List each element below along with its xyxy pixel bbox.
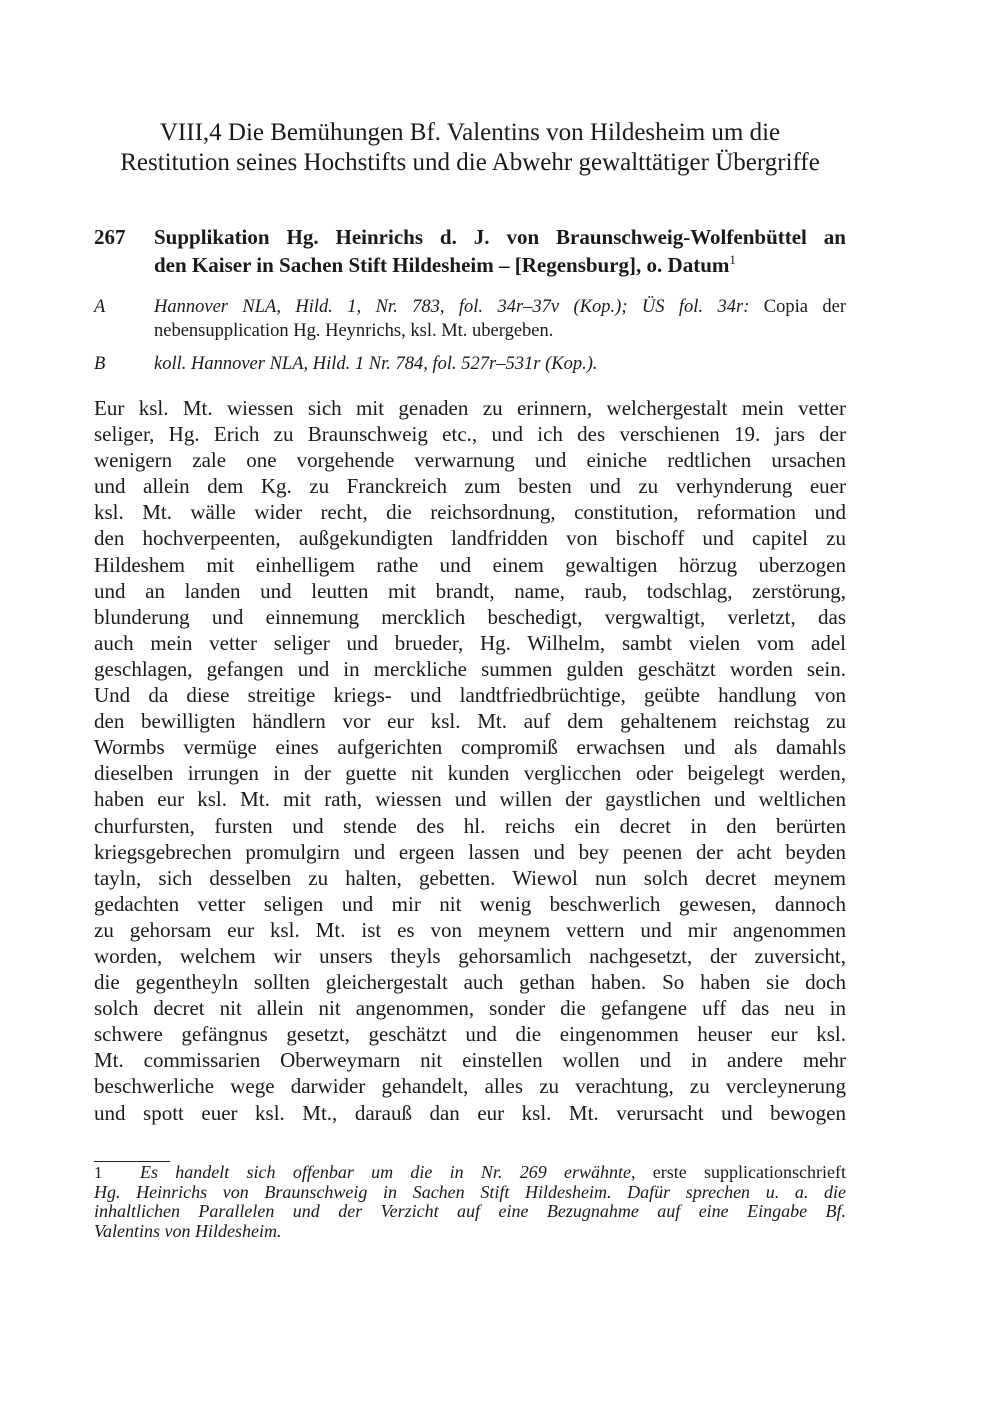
body-line: schwere gefängnus gesetzt, geschätzt und die eingenommen heuser eur ksl. [94, 1022, 846, 1047]
body-line: Mt. commissarien Oberweymarn nit einstellen wollen und in andere mehr [94, 1048, 846, 1073]
body-line: zu gehorsam eur ksl. Mt. ist es von meynem vettern und mir angenommen [94, 917, 846, 942]
body-line: Eur ksl. Mt. wiessen sich mit genaden zu erinnern, welchergestalt mein vetter [94, 396, 846, 420]
body-line: kriegsgebrechen promulgirn und ergeen lassen und bey peenen der acht beyden [94, 839, 846, 864]
body-line: gedachten vetter seligen und mir nit wenig beschwerlich gewesen, dannoch [94, 891, 846, 916]
source-a-note-1: Copia der [749, 297, 846, 317]
body-line: und spott euer ksl. Mt., darauß dan eur ksl. Mt. verursacht und bewogen [94, 1100, 846, 1125]
body-line: und allein dem Kg. zu Franckreich zum besten und zu verhynderung euer [94, 474, 846, 499]
source-b-text [154, 352, 846, 376]
body-text [94, 395, 846, 1126]
body-line: Wormbs vermüge eines aufgerichten compromiß erwachsen und als damahls [94, 735, 846, 760]
body-line: haben eur ksl. Mt. mit rath, wiessen und willen der gaystlichen und weltlichen [94, 787, 846, 812]
document-title-line-2-text: den Kaiser in Sachen Stift Hildesheim – [Regensburg], o. Datum [154, 253, 730, 277]
body-line: auch mein vetter seliger und brueder, Hg. Wilhelm, sambt vielen vom adel [94, 630, 846, 655]
body-line: tayln, sich desselben zu halten, gebetten. Wiewol nun solch decret meynem [94, 865, 846, 890]
body-line: dieselben irrungen in der guette nit kunden verglicchen oder beigelegt werden, [94, 761, 846, 786]
body-line: ksl. Mt. wälle wider recht, die reichsordnung, constitution, reformation und [94, 500, 846, 525]
body-line: die gegentheyln sollten gleichergestalt auch gethan haben. So haben sie doch [94, 970, 846, 995]
section-heading-line-2: Restitution seines Hochstifts und die Abwehr gewalttätiger Übergriffe [120, 149, 820, 176]
body-line: wenigern zale one vorgehende verwarnung und einiche redtlichen ursachen [94, 448, 846, 473]
source-a-note-2: nebensupplication Hg. Heynrichs, ksl. Mt. ubergeben. [154, 321, 554, 341]
title-footnote-mark: 1 [729, 252, 736, 267]
source-b-citation: koll. Hannover NLA, Hild. 1 Nr. 784, fol. 527r–531r (Kop.). [154, 354, 598, 374]
body-line: blunderung und einnemung mercklich beschedigt, vergwaltigt, verletzt, das [94, 604, 846, 629]
body-line: seliger, Hg. Erich zu Braunschweig etc., und ich des verschienen 19. jars der [94, 422, 846, 447]
body-line: Und da diese streitige kriegs- und landtfriedbrüchtige, geübte handlung von [94, 683, 846, 708]
body-line: churfursten, fursten und stende des hl. reichs ein decret in den berürten [94, 813, 846, 838]
body-line: worden, welchem wir unsers theyls gehorsamlich nachgesetzt, der zuversicht, [94, 943, 846, 968]
footnote-line-4: Valentins von Hildesheim. [94, 1220, 282, 1241]
footnote-line-2: Hg. Heinrichs von Braunschweig in Sachen Stift Hildesheim. Dafür sprechen u. a. die [94, 1181, 846, 1202]
document-title-line-2 [154, 251, 846, 279]
footnote-mark: 1 [94, 1163, 103, 1182]
footnote-line-1 [94, 1163, 846, 1183]
footnote-line-3: inhaltlichen Parallelen und der Verzicht auf eine Bezugnahme auf eine Eingabe Bf. [94, 1201, 846, 1221]
body-line: Hildeshem mit einhelligem rathe und einem gewaltigen hörzug uberzogen [94, 552, 846, 577]
source-a-citation: Hannover NLA, Hild. 1, Nr. 783, fol. 34r–37v (Kop.); ÜS fol. 34r: [154, 297, 750, 317]
footnote [94, 1163, 846, 1241]
source-a-siglum: A [94, 297, 106, 317]
section-heading-line-1: VIII,4 Die Bemühungen Bf. Valentins von Hildesheim um die [159, 119, 781, 146]
body-line: den hochverpeenten, außgekundigten landfridden von bischoff und capitel zu [94, 526, 846, 551]
body-line: beschwerliche wege darwider gehandelt, alles zu verachtung, zu vercleynerung [94, 1074, 846, 1099]
footnote-line-1-italic: Es handelt sich offenbar um die in Nr. 269 erwähnte, [140, 1162, 636, 1182]
body-line: und an landen und leutten mit brandt, name, raub, todschlag, zerstörung, [94, 578, 846, 603]
document-title [154, 223, 846, 279]
source-b-siglum: B [94, 354, 106, 374]
section-heading [94, 118, 846, 178]
footnote-line-1-plain: erste supplicationschrieft [635, 1162, 846, 1182]
source-a-text [154, 295, 846, 343]
body-line: geschlagen, gefangen und in merckliche summen gulden geschätzt worden sein. [94, 656, 846, 681]
document-title-line-1: Supplikation Hg. Heinrichs d. J. von Braunschweig-Wolfenbüttel an [154, 225, 846, 249]
body-line: den bewilligten händlern vor eur ksl. Mt. auf dem gehaltenem reichstag zu [94, 709, 846, 734]
document-number: 267 [94, 225, 126, 249]
body-line: solch decret nit allein nit angenommen, sonder die gefangene uff das neu in [94, 996, 846, 1021]
